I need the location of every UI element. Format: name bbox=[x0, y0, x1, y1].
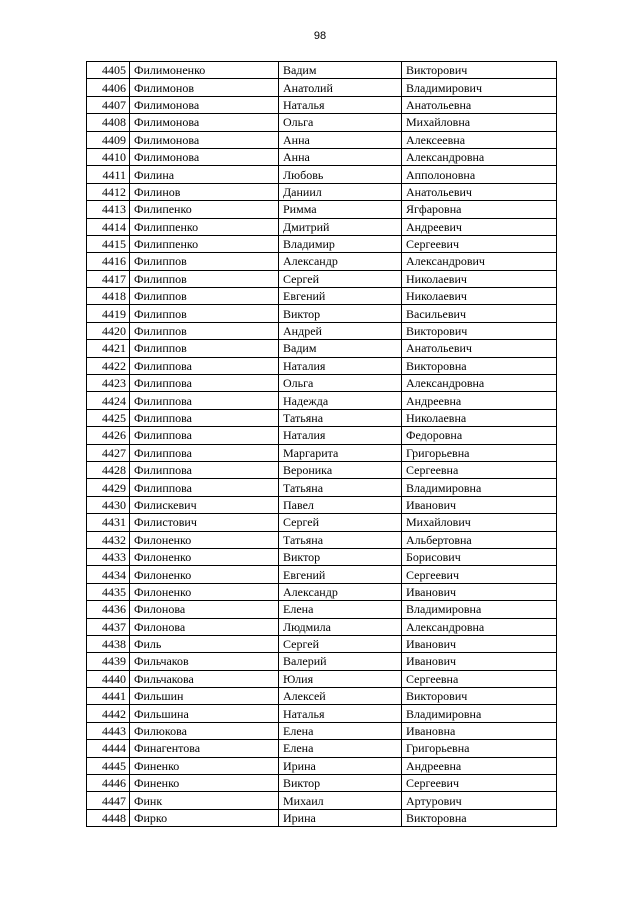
row-number: 4411 bbox=[87, 166, 130, 183]
surname-cell: Фильчакова bbox=[130, 670, 279, 687]
row-number: 4445 bbox=[87, 757, 130, 774]
first-name-cell: Алексей bbox=[279, 688, 402, 705]
first-name-cell: Татьяна bbox=[279, 479, 402, 496]
row-number: 4438 bbox=[87, 635, 130, 652]
surname-cell: Филоненко bbox=[130, 531, 279, 548]
row-number: 4420 bbox=[87, 322, 130, 339]
first-name-cell: Ирина bbox=[279, 757, 402, 774]
surname-cell: Финенко bbox=[130, 757, 279, 774]
table-row bbox=[87, 114, 557, 131]
table-row bbox=[87, 166, 557, 183]
table-row bbox=[87, 618, 557, 635]
row-number: 4442 bbox=[87, 705, 130, 722]
surname-cell: Филиппов bbox=[130, 270, 279, 287]
surname-cell: Филистович bbox=[130, 514, 279, 531]
row-number: 4430 bbox=[87, 496, 130, 513]
patronymic-cell: Сергеевна bbox=[402, 461, 557, 478]
surname-cell: Филиппова bbox=[130, 392, 279, 409]
surname-cell: Фильшина bbox=[130, 705, 279, 722]
row-number: 4437 bbox=[87, 618, 130, 635]
surname-cell: Филь bbox=[130, 635, 279, 652]
table-row bbox=[87, 688, 557, 705]
surname-cell: Филиппенко bbox=[130, 235, 279, 252]
first-name-cell: Надежда bbox=[279, 392, 402, 409]
patronymic-cell: Анатольевич bbox=[402, 183, 557, 200]
table-row bbox=[87, 566, 557, 583]
row-number: 4439 bbox=[87, 653, 130, 670]
patronymic-cell: Васильевич bbox=[402, 305, 557, 322]
row-number: 4427 bbox=[87, 444, 130, 461]
table-row bbox=[87, 757, 557, 774]
table-row bbox=[87, 183, 557, 200]
row-number: 4410 bbox=[87, 148, 130, 165]
patronymic-cell: Николаевна bbox=[402, 409, 557, 426]
table-row bbox=[87, 96, 557, 113]
patronymic-cell: Григорьевна bbox=[402, 740, 557, 757]
table-row bbox=[87, 218, 557, 235]
table-row bbox=[87, 131, 557, 148]
row-number: 4431 bbox=[87, 514, 130, 531]
row-number: 4409 bbox=[87, 131, 130, 148]
first-name-cell: Людмила bbox=[279, 618, 402, 635]
surname-cell: Филимонов bbox=[130, 79, 279, 96]
first-name-cell: Евгений bbox=[279, 288, 402, 305]
patronymic-cell: Владимирович bbox=[402, 79, 557, 96]
table-row bbox=[87, 201, 557, 218]
patronymic-cell: Иванович bbox=[402, 583, 557, 600]
row-number: 4417 bbox=[87, 270, 130, 287]
first-name-cell: Даниил bbox=[279, 183, 402, 200]
row-number: 4429 bbox=[87, 479, 130, 496]
surname-cell: Филиппова bbox=[130, 479, 279, 496]
surname-cell: Филиппов bbox=[130, 288, 279, 305]
table-row bbox=[87, 548, 557, 565]
surname-cell: Фильчаков bbox=[130, 653, 279, 670]
first-name-cell: Сергей bbox=[279, 270, 402, 287]
row-number: 4422 bbox=[87, 357, 130, 374]
names-table-body bbox=[87, 62, 557, 827]
row-number: 4425 bbox=[87, 409, 130, 426]
page-number: 98 bbox=[313, 30, 327, 42]
surname-cell: Филиппов bbox=[130, 253, 279, 270]
first-name-cell: Валерий bbox=[279, 653, 402, 670]
patronymic-cell: Викторович bbox=[402, 322, 557, 339]
surname-cell: Филиппов bbox=[130, 305, 279, 322]
table-row bbox=[87, 479, 557, 496]
surname-cell: Фирко bbox=[130, 809, 279, 826]
first-name-cell: Александр bbox=[279, 253, 402, 270]
row-number: 4406 bbox=[87, 79, 130, 96]
surname-cell: Филонова bbox=[130, 618, 279, 635]
surname-cell: Филимонова bbox=[130, 114, 279, 131]
patronymic-cell: Викторовна bbox=[402, 357, 557, 374]
row-number: 4436 bbox=[87, 601, 130, 618]
surname-cell: Филиппова bbox=[130, 375, 279, 392]
row-number: 4428 bbox=[87, 461, 130, 478]
first-name-cell: Ольга bbox=[279, 375, 402, 392]
patronymic-cell: Альбертовна bbox=[402, 531, 557, 548]
row-number: 4408 bbox=[87, 114, 130, 131]
table-row bbox=[87, 253, 557, 270]
patronymic-cell: Сергеевич bbox=[402, 235, 557, 252]
row-number: 4426 bbox=[87, 427, 130, 444]
surname-cell: Филиппов bbox=[130, 322, 279, 339]
row-number: 4405 bbox=[87, 62, 130, 79]
table-row bbox=[87, 705, 557, 722]
row-number: 4412 bbox=[87, 183, 130, 200]
first-name-cell: Татьяна bbox=[279, 409, 402, 426]
row-number: 4421 bbox=[87, 340, 130, 357]
table-row bbox=[87, 375, 557, 392]
row-number: 4423 bbox=[87, 375, 130, 392]
patronymic-cell: Иванович bbox=[402, 653, 557, 670]
table-row bbox=[87, 496, 557, 513]
table-row bbox=[87, 601, 557, 618]
row-number: 4443 bbox=[87, 722, 130, 739]
patronymic-cell: Алексеевна bbox=[402, 131, 557, 148]
first-name-cell: Ирина bbox=[279, 809, 402, 826]
row-number: 4414 bbox=[87, 218, 130, 235]
surname-cell: Финенко bbox=[130, 775, 279, 792]
patronymic-cell: Викторович bbox=[402, 688, 557, 705]
surname-cell: Филимоненко bbox=[130, 62, 279, 79]
first-name-cell: Наталья bbox=[279, 705, 402, 722]
surname-cell: Филимонова bbox=[130, 131, 279, 148]
surname-cell: Филонова bbox=[130, 601, 279, 618]
surname-cell: Филиппова bbox=[130, 444, 279, 461]
first-name-cell: Сергей bbox=[279, 635, 402, 652]
first-name-cell: Андрей bbox=[279, 322, 402, 339]
patronymic-cell: Николаевич bbox=[402, 288, 557, 305]
table-row bbox=[87, 235, 557, 252]
surname-cell: Филиппов bbox=[130, 340, 279, 357]
surname-cell: Филинов bbox=[130, 183, 279, 200]
row-number: 4448 bbox=[87, 809, 130, 826]
patronymic-cell: Апполоновна bbox=[402, 166, 557, 183]
patronymic-cell: Ивановна bbox=[402, 722, 557, 739]
surname-cell: Филюкова bbox=[130, 722, 279, 739]
first-name-cell: Любовь bbox=[279, 166, 402, 183]
first-name-cell: Татьяна bbox=[279, 531, 402, 548]
table-row bbox=[87, 653, 557, 670]
first-name-cell: Вероника bbox=[279, 461, 402, 478]
table-row bbox=[87, 722, 557, 739]
surname-cell: Филоненко bbox=[130, 583, 279, 600]
first-name-cell: Елена bbox=[279, 722, 402, 739]
patronymic-cell: Андреевна bbox=[402, 757, 557, 774]
table-row bbox=[87, 635, 557, 652]
row-number: 4440 bbox=[87, 670, 130, 687]
patronymic-cell: Михайловна bbox=[402, 114, 557, 131]
row-number: 4434 bbox=[87, 566, 130, 583]
table-row bbox=[87, 775, 557, 792]
table-row bbox=[87, 322, 557, 339]
row-number: 4413 bbox=[87, 201, 130, 218]
surname-cell: Филимонова bbox=[130, 96, 279, 113]
table-row bbox=[87, 392, 557, 409]
row-number: 4446 bbox=[87, 775, 130, 792]
patronymic-cell: Александровна bbox=[402, 618, 557, 635]
surname-cell: Фильшин bbox=[130, 688, 279, 705]
first-name-cell: Ольга bbox=[279, 114, 402, 131]
table-row bbox=[87, 740, 557, 757]
patronymic-cell: Борисович bbox=[402, 548, 557, 565]
table-row bbox=[87, 270, 557, 287]
first-name-cell: Виктор bbox=[279, 548, 402, 565]
patronymic-cell: Иванович bbox=[402, 496, 557, 513]
table-row bbox=[87, 62, 557, 79]
row-number: 4432 bbox=[87, 531, 130, 548]
row-number: 4418 bbox=[87, 288, 130, 305]
patronymic-cell: Федоровна bbox=[402, 427, 557, 444]
first-name-cell: Елена bbox=[279, 740, 402, 757]
first-name-cell: Дмитрий bbox=[279, 218, 402, 235]
patronymic-cell: Ягфаровна bbox=[402, 201, 557, 218]
surname-cell: Филипенко bbox=[130, 201, 279, 218]
surname-cell: Филиппова bbox=[130, 409, 279, 426]
surname-cell: Финк bbox=[130, 792, 279, 809]
patronymic-cell: Сергеевич bbox=[402, 566, 557, 583]
patronymic-cell: Иванович bbox=[402, 635, 557, 652]
first-name-cell: Вадим bbox=[279, 340, 402, 357]
first-name-cell: Виктор bbox=[279, 775, 402, 792]
table-row bbox=[87, 583, 557, 600]
patronymic-cell: Николаевич bbox=[402, 270, 557, 287]
table-row bbox=[87, 357, 557, 374]
table-row bbox=[87, 340, 557, 357]
first-name-cell: Наталья bbox=[279, 96, 402, 113]
patronymic-cell: Викторович bbox=[402, 62, 557, 79]
patronymic-cell: Анатольевна bbox=[402, 96, 557, 113]
table-row bbox=[87, 444, 557, 461]
first-name-cell: Анна bbox=[279, 148, 402, 165]
table-row bbox=[87, 792, 557, 809]
table-row bbox=[87, 305, 557, 322]
patronymic-cell: Сергеевна bbox=[402, 670, 557, 687]
surname-cell: Филискевич bbox=[130, 496, 279, 513]
table-row bbox=[87, 288, 557, 305]
table-row bbox=[87, 514, 557, 531]
patronymic-cell: Владимировна bbox=[402, 479, 557, 496]
patronymic-cell: Владимировна bbox=[402, 705, 557, 722]
patronymic-cell: Викторовна bbox=[402, 809, 557, 826]
surname-cell: Филиппова bbox=[130, 427, 279, 444]
surname-cell: Филиппова bbox=[130, 357, 279, 374]
first-name-cell: Наталия bbox=[279, 427, 402, 444]
first-name-cell: Елена bbox=[279, 601, 402, 618]
row-number: 4433 bbox=[87, 548, 130, 565]
row-number: 4415 bbox=[87, 235, 130, 252]
patronymic-cell: Сергеевич bbox=[402, 775, 557, 792]
surname-cell: Филиппенко bbox=[130, 218, 279, 235]
patronymic-cell: Михайлович bbox=[402, 514, 557, 531]
table-row bbox=[87, 427, 557, 444]
patronymic-cell: Андреевна bbox=[402, 392, 557, 409]
first-name-cell: Михаил bbox=[279, 792, 402, 809]
patronymic-cell: Артурович bbox=[402, 792, 557, 809]
table-row bbox=[87, 670, 557, 687]
first-name-cell: Анна bbox=[279, 131, 402, 148]
table-row bbox=[87, 409, 557, 426]
patronymic-cell: Александровна bbox=[402, 375, 557, 392]
row-number: 4447 bbox=[87, 792, 130, 809]
table-row bbox=[87, 79, 557, 96]
surname-cell: Филиппова bbox=[130, 461, 279, 478]
first-name-cell: Юлия bbox=[279, 670, 402, 687]
row-number: 4424 bbox=[87, 392, 130, 409]
row-number: 4444 bbox=[87, 740, 130, 757]
first-name-cell: Анатолий bbox=[279, 79, 402, 96]
table-row bbox=[87, 531, 557, 548]
patronymic-cell: Анатольевич bbox=[402, 340, 557, 357]
surname-cell: Филимонова bbox=[130, 148, 279, 165]
first-name-cell: Наталия bbox=[279, 357, 402, 374]
names-table bbox=[86, 61, 557, 827]
first-name-cell: Виктор bbox=[279, 305, 402, 322]
patronymic-cell: Александрович bbox=[402, 253, 557, 270]
first-name-cell: Маргарита bbox=[279, 444, 402, 461]
table-row bbox=[87, 809, 557, 826]
first-name-cell: Евгений bbox=[279, 566, 402, 583]
first-name-cell: Сергей bbox=[279, 514, 402, 531]
patronymic-cell: Григорьевна bbox=[402, 444, 557, 461]
first-name-cell: Александр bbox=[279, 583, 402, 600]
surname-cell: Филоненко bbox=[130, 548, 279, 565]
first-name-cell: Вадим bbox=[279, 62, 402, 79]
patronymic-cell: Александровна bbox=[402, 148, 557, 165]
row-number: 4416 bbox=[87, 253, 130, 270]
table-row bbox=[87, 148, 557, 165]
row-number: 4419 bbox=[87, 305, 130, 322]
row-number: 4407 bbox=[87, 96, 130, 113]
surname-cell: Финагентова bbox=[130, 740, 279, 757]
patronymic-cell: Владимировна bbox=[402, 601, 557, 618]
surname-cell: Филоненко bbox=[130, 566, 279, 583]
table-row bbox=[87, 461, 557, 478]
first-name-cell: Римма bbox=[279, 201, 402, 218]
first-name-cell: Павел bbox=[279, 496, 402, 513]
row-number: 4441 bbox=[87, 688, 130, 705]
patronymic-cell: Андреевич bbox=[402, 218, 557, 235]
surname-cell: Филина bbox=[130, 166, 279, 183]
first-name-cell: Владимир bbox=[279, 235, 402, 252]
row-number: 4435 bbox=[87, 583, 130, 600]
